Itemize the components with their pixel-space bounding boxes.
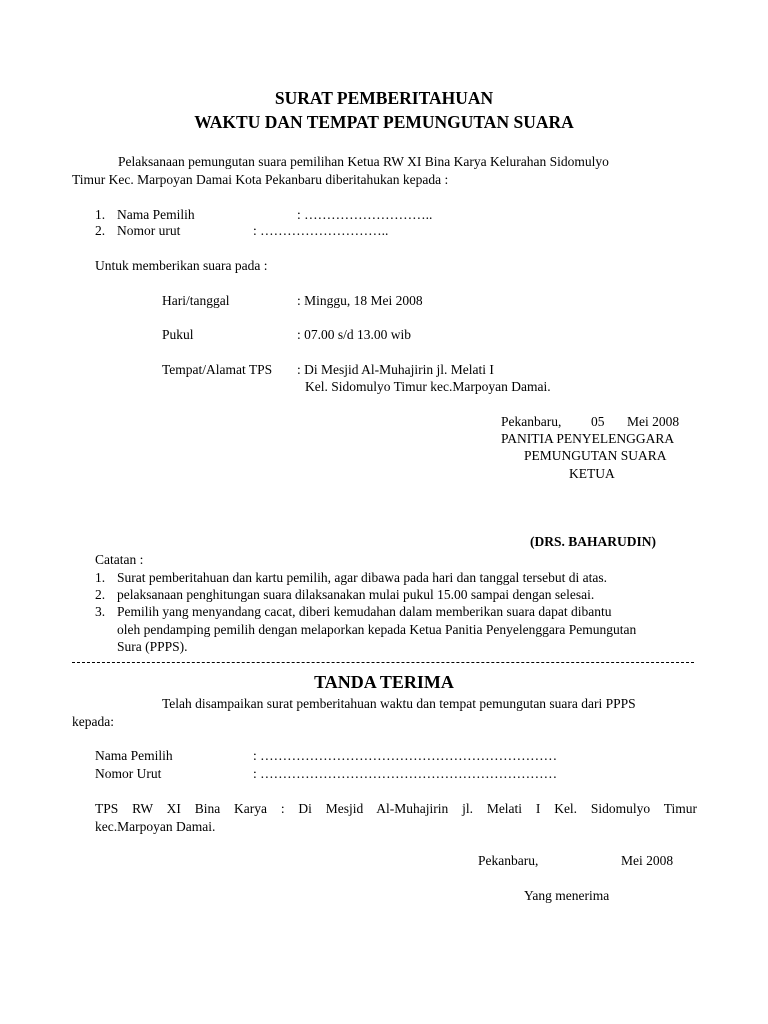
receipt-tps-line1: TPS RW XI Bina Karya : Di Mesjid Al-Muhajirin jl. Melati I Kel. Sidomulyo Timur: [95, 801, 697, 816]
document-title-line2: WAKTU DAN TEMPAT PEMUNGUTAN SUARA: [194, 112, 574, 132]
time-label: Pukul: [162, 327, 194, 342]
intro-line1: Pelaksanaan pemungutan suara pemilihan Ketua RW XI Bina Karya Kelurahan Sidomulyo: [118, 154, 609, 169]
receipt-text-line1: Telah disampaikan surat pemberitahuan waktu dan tempat pemungutan suara dari PPPS: [162, 696, 636, 711]
note-num: 1.: [95, 570, 106, 585]
vote-intro: Untuk memberikan suara pada :: [95, 258, 268, 273]
recipient-number-value: : ………………………..: [253, 223, 389, 238]
recipient-name-value: : ………………………..: [297, 207, 433, 222]
signature-org-line1: PANITIA PENYELENGGARA: [501, 431, 675, 446]
note-num: 2.: [95, 587, 106, 602]
note-num: 3.: [95, 604, 106, 619]
receipt-city: Pekanbaru,: [478, 853, 539, 868]
place-label: Tempat/Alamat TPS: [162, 362, 273, 377]
note-item: Surat pemberitahuan dan kartu pemilih, agar dibawa pada hari dan tanggal tersebut di atas.: [117, 570, 607, 585]
note-item-continued: oleh pendamping pemilih dengan melaporkan kepada Ketua Panitia Penyelenggara Pemungutan: [117, 622, 637, 637]
time-value: : 07.00 s/d 13.00 wib: [297, 327, 412, 342]
note-item: Pemilih yang menyandang cacat, diberi kemudahan dalam memberikan suara dapat dibantu: [117, 604, 612, 619]
place-value-line1: : Di Mesjid Al-Muhajirin jl. Melati I: [297, 362, 494, 377]
document-title-line1: SURAT PEMBERITAHUAN: [274, 88, 494, 108]
notes-heading: Catatan :: [95, 552, 144, 567]
receipt-number-label: Nomor Urut: [95, 766, 162, 781]
receipt-name-label: Nama Pemilih: [95, 748, 173, 763]
date-value: : Minggu, 18 Mei 2008: [297, 293, 423, 308]
recipient-num: 1.: [95, 207, 106, 222]
receipt-receiver: Yang menerima: [524, 888, 610, 903]
intro-line2: Timur Kec. Marpoyan Damai Kota Pekanbaru diberitahukan kepada :: [72, 172, 449, 187]
recipient-num: 2.: [95, 223, 106, 238]
signature-name: (DRS. BAHARUDIN): [530, 534, 657, 549]
receipt-tps-line2: kec.Marpoyan Damai.: [95, 819, 216, 834]
recipient-name-label: Nama Pemilih: [117, 207, 195, 222]
receipt-title: TANDA TERIMA: [314, 672, 454, 692]
signature-position: KETUA: [569, 466, 615, 481]
recipient-number-label: Nomor urut: [117, 223, 181, 238]
date-label: Hari/tanggal: [162, 293, 230, 308]
receipt-number-value: : …………………………………………………………: [253, 766, 558, 781]
signature-month-year: Mei 2008: [627, 414, 680, 429]
receipt-name-value: : …………………………………………………………: [253, 748, 558, 763]
signature-city: Pekanbaru,: [501, 414, 562, 429]
cut-line-divider: [72, 662, 694, 663]
place-value-line2: Kel. Sidomulyo Timur kec.Marpoyan Damai.: [305, 379, 551, 394]
receipt-text-line2: kepada:: [72, 714, 114, 729]
note-item-continued: Sura (PPPS).: [117, 639, 188, 654]
signature-day: 05: [591, 414, 605, 429]
note-item: pelaksanaan penghitungan suara dilaksanakan mulai pukul 15.00 sampai dengan selesai.: [117, 587, 595, 602]
signature-org-line2: PEMUNGUTAN SUARA: [524, 448, 667, 463]
receipt-month-year: Mei 2008: [621, 853, 674, 868]
